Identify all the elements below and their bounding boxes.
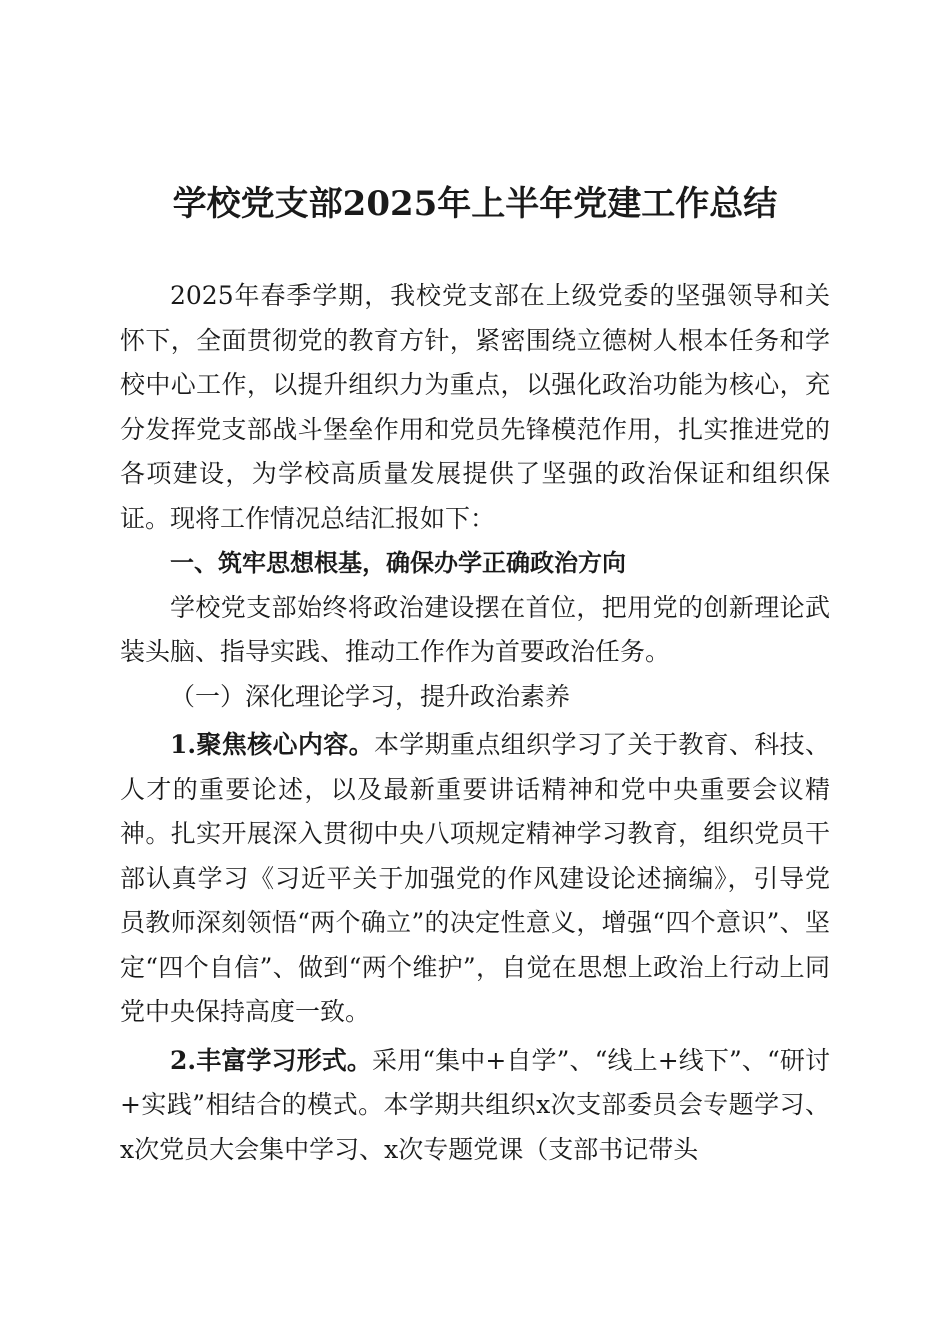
intro-paragraph: 2025年春季学期，我校党支部在上级党委的坚强领导和关怀下，全面贯彻党的教育方针，紧密围绕立德树人根本任务和学校中心工作，以提升组织力为重点，以强化政治功能为核心，充分发挥党支部战斗堡垒作用和党员先锋模范作用，扎实推进党的各项建设，为学校高质量发展提供了坚强的政治保证和组织保证。现将工作情况总结汇报如下： bbox=[120, 281, 830, 533]
list-item-paragraph bbox=[120, 723, 830, 1035]
list-item-lead: 2.丰富学习形式。 bbox=[170, 1045, 372, 1075]
subsection-heading: （一）深化理论学习，提升政治素养 bbox=[170, 681, 571, 711]
list-item-paragraph bbox=[120, 1039, 830, 1173]
section-heading: 一、筑牢思想根基，确保办学正确政治方向 bbox=[170, 549, 626, 577]
section-paragraph: 学校党支部始终将政治建设摆在首位，把用党的创新理论武装头脑、指导实践、推动工作作为首要政治任务。 bbox=[120, 592, 830, 666]
document-title: 学校党支部2025年上半年党建工作总结 bbox=[172, 184, 778, 224]
document-body bbox=[120, 274, 830, 1172]
list-item-text: 采用“集中+自学”、“线上+线下”、“研讨+实践”相结合的模式。本学期共组织x次支部委员会专题学习、x次党员大会集中学习、x次专题党课（支部书记带头 bbox=[120, 1045, 830, 1164]
list-item-lead: 1.聚焦核心内容。 bbox=[170, 730, 374, 759]
list-item-text: 本学期重点组织学习了关于教育、科技、人才的重要论述，以及最新重要讲话精神和党中央重要会议精神。扎实开展深入贯彻中央八项规定精神学习教育，组织党员干部认真学习《习近平关于加强党的作风建设论述摘编》，引导党员教师深刻领悟“两个确立”的决定性意义，增强“四个意识”、坚定“四个自信”、做到“两个维护”，自觉在思想上政治上行动上同党中央保持高度一致。 bbox=[120, 730, 830, 1026]
